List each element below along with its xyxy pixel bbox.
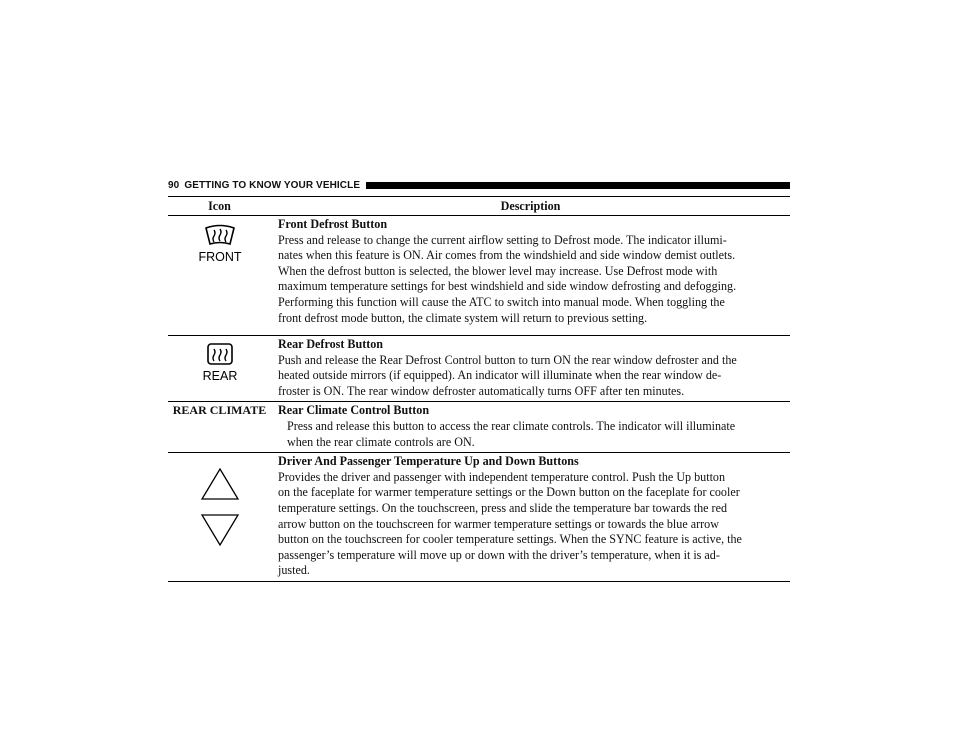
description-line: button on the touchscreen for cooler temperature settings. When the SYNC feature is active, the — [278, 532, 742, 547]
description-line: nates when this feature is ON. Air comes from the windshield and side window demist outlets. — [278, 248, 736, 263]
description-line: arrow button on the touchscreen for warmer temperature settings or towards the blue arrow — [278, 516, 719, 531]
rear-icon-label: REAR — [202, 369, 237, 383]
row-title: Front Defrost Button — [278, 217, 388, 231]
description-line: Press and release to change the current airflow setting to Defrost mode. The indicator illumi- — [278, 232, 727, 247]
description-line: Push and release the Rear Defrost Control button to turn ON the rear window defroster and the — [278, 352, 737, 367]
description-cell — [271, 453, 790, 582]
front-defrost-icon — [190, 222, 250, 266]
description-cell — [271, 402, 790, 453]
arrow-up-icon — [202, 469, 238, 499]
description-line: temperature settings. On the touchscreen, press and slide the temperature bar towards the red — [278, 500, 727, 515]
rear-climate-label: REAR CLIMATE — [168, 402, 271, 453]
description-line: froster is ON. The rear window defroster automatically turns OFF after ten minutes. — [278, 383, 685, 398]
icon-cell — [168, 216, 271, 336]
table-row — [168, 402, 790, 453]
description-cell — [271, 216, 790, 336]
rear-defrost-icon — [190, 341, 250, 385]
icon-cell — [168, 336, 271, 402]
page-number: 90 — [168, 179, 180, 191]
header-rule — [366, 182, 790, 189]
temperature-up-down-icon — [190, 465, 250, 555]
description-line: Provides the driver and passenger with independent temperature control. Push the Up button — [278, 469, 726, 484]
description-line: front defrost mode button, the climate system will return to previous setting. — [278, 310, 648, 325]
row-title: Driver And Passenger Temperature Up and Down Buttons — [278, 454, 579, 469]
row-title: Rear Climate Control Button — [278, 403, 430, 418]
front-icon-label: FRONT — [197, 250, 242, 264]
description-line: Performing this function will cause the ATC to switch into manual mode. When toggling the — [278, 294, 725, 309]
column-header-icon: Icon — [168, 197, 271, 216]
description-line: justed. — [278, 563, 310, 578]
arrow-down-icon — [202, 515, 238, 545]
description-line: when the rear climate controls are ON. — [287, 434, 475, 449]
page-header — [168, 178, 790, 192]
description-line: on the faceplate for warmer temperature settings or the Down button on the faceplate for cooler — [278, 485, 740, 500]
table-row — [168, 216, 790, 336]
climate-icon-table — [168, 196, 790, 582]
icon-cell — [168, 453, 271, 582]
description-line: maximum temperature settings for best windshield and side window defrosting and defogging. — [278, 279, 737, 294]
description-line: passenger’s temperature will move up or down with the driver’s temperature, when it is ad- — [278, 547, 720, 562]
description-cell — [271, 336, 790, 402]
description-line: heated outside mirrors (if equipped). An indicator will illuminate when the rear window de- — [278, 368, 722, 383]
section-title: GETTING TO KNOW YOUR VEHICLE — [184, 179, 361, 191]
description-line: Press and release this button to access the rear climate controls. The indicator will illuminate — [287, 418, 736, 433]
table-header-row — [168, 197, 790, 216]
table-row — [168, 453, 790, 582]
row-title: Rear Defrost Button — [278, 337, 384, 351]
table-row — [168, 336, 790, 402]
column-header-description: Description — [271, 197, 790, 216]
description-line: When the defrost button is selected, the blower level may increase. Use Defrost mode with — [278, 263, 718, 278]
